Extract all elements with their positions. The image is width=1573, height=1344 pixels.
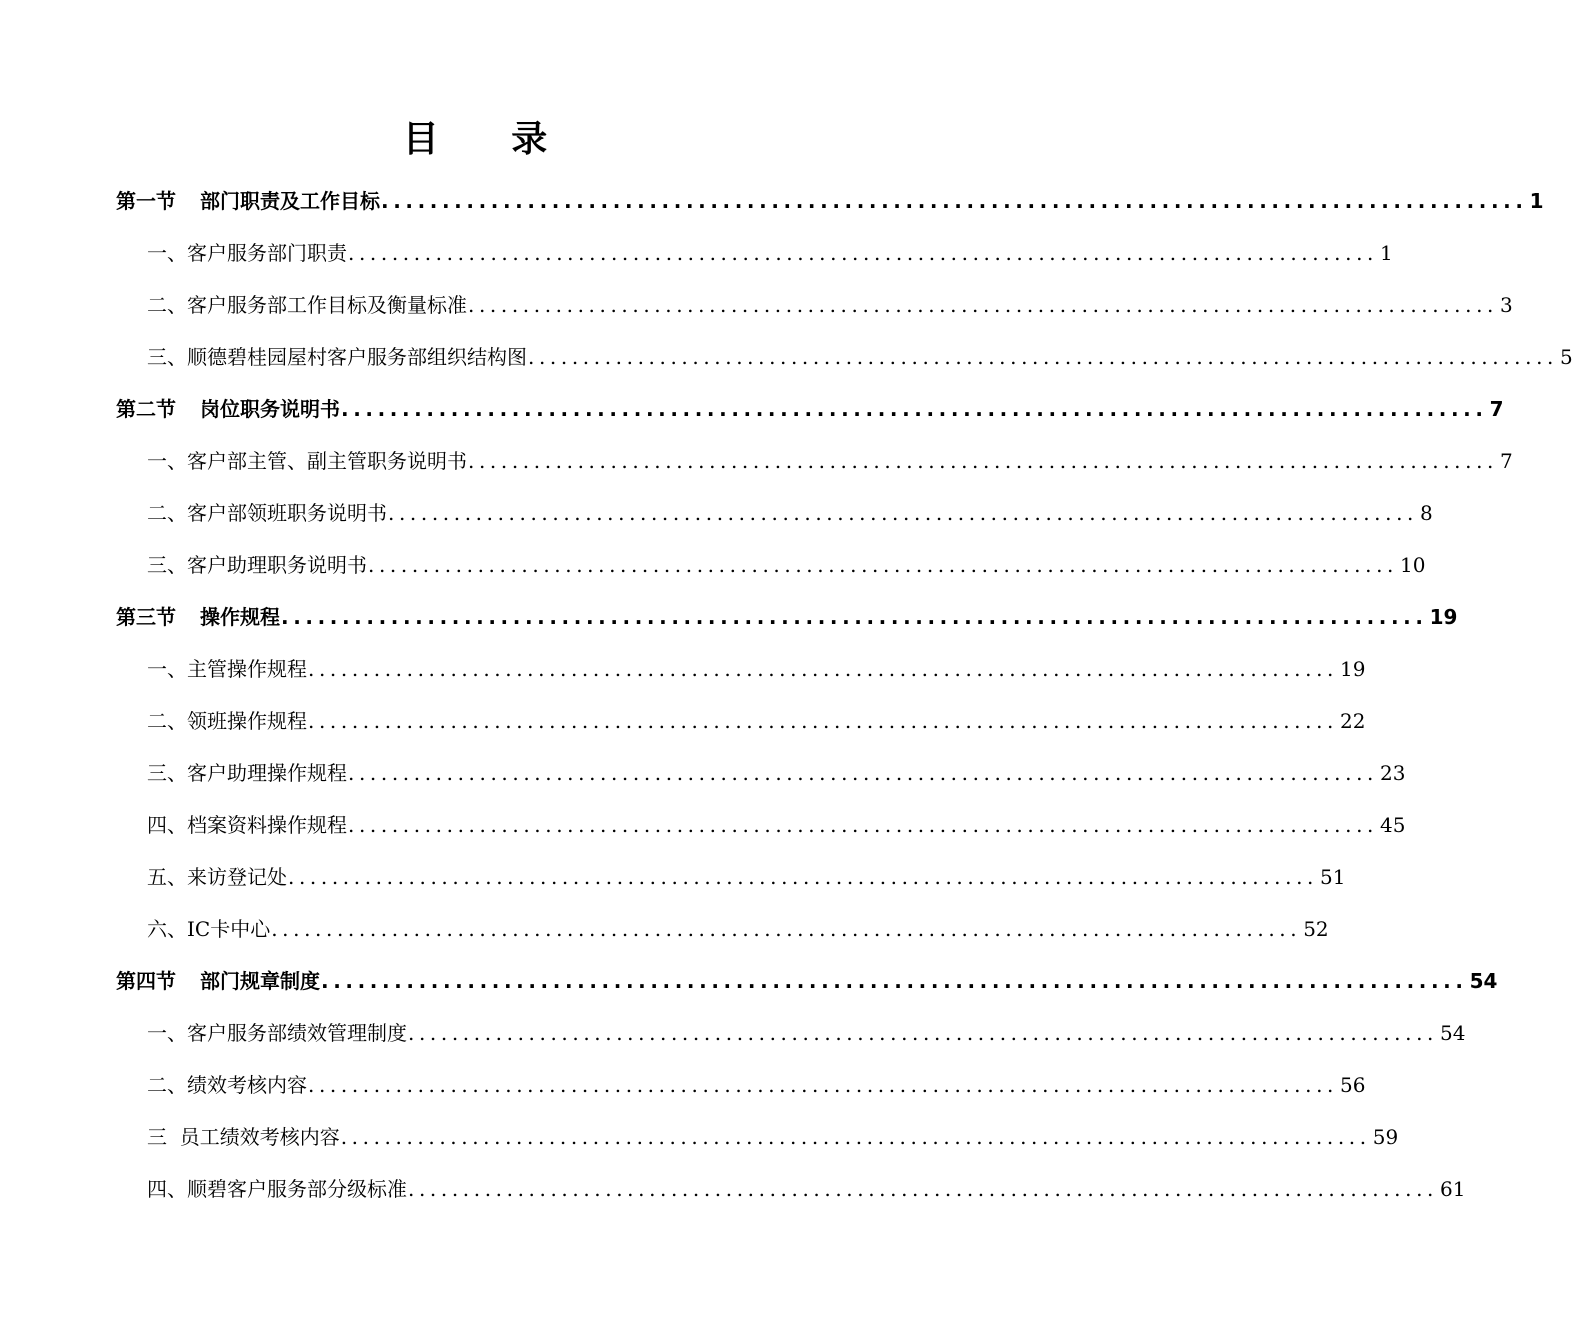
toc-section-number: 第二节 [116,397,176,421]
toc-entry-title [116,175,380,227]
toc-page-number: 56 [1340,1073,1366,1097]
toc-item-label: IC卡中心 [187,917,271,941]
toc-entry-title [147,1007,407,1059]
toc-section-number: 第三节 [116,605,176,629]
toc-section-row[interactable] [0,383,1504,435]
toc-dot-leader: .............................................................................................. [368,553,1398,577]
toc-item-number: 二、 [147,501,187,525]
table-of-contents [0,175,1573,1215]
toc-item-number: 二、 [147,709,187,733]
toc-section-label: 部门职责及工作目标 [200,189,380,213]
toc-item-row[interactable] [0,903,1329,955]
toc-item-label: 客户助理职务说明书 [187,553,367,577]
toc-item-row[interactable] [0,851,1346,903]
toc-item-number: 二、 [147,293,187,317]
toc-item-label: 客户部领班职务说明书 [187,501,387,525]
toc-item-row[interactable] [0,643,1366,695]
toc-dot-leader: .............................................................................................. [308,657,1338,681]
page-title: 目 录 [402,119,578,160]
toc-page-number: 54 [1469,969,1498,993]
toc-section-number: 第四节 [116,969,176,993]
toc-dot-leader: .............................................................................................. [348,241,1378,265]
toc-entry-title [147,747,347,799]
toc-item-row[interactable] [0,747,1406,799]
toc-item-row[interactable] [0,487,1433,539]
toc-page-number: 8 [1420,501,1433,525]
toc-entry-title [147,695,307,747]
toc-page-number: 51 [1320,865,1346,889]
toc-dot-leader: .............................................................................................. [281,605,1428,629]
toc-item-number: 三 [147,1125,180,1149]
toc-entry-title [147,851,287,903]
toc-item-label: 来访登记处 [187,865,287,889]
toc-dot-leader: .............................................................................................. [468,449,1498,473]
toc-dot-leader: .............................................................................................. [408,1021,1438,1045]
toc-dot-leader: .............................................................................................. [348,761,1378,785]
toc-item-row[interactable] [0,695,1366,747]
toc-item-row[interactable] [0,279,1513,331]
toc-section-label: 岗位职务说明书 [200,397,340,421]
toc-item-label: 客户服务部工作目标及衡量标准 [187,293,467,317]
toc-page-number: 22 [1340,709,1366,733]
toc-dot-leader: .............................................................................................. [321,969,1468,993]
toc-item-label: 绩效考核内容 [187,1073,307,1097]
toc-dot-leader: .............................................................................................. [348,813,1378,837]
toc-item-label: 顺碧客户服务部分级标准 [187,1177,407,1201]
toc-item-row[interactable] [0,799,1406,851]
toc-item-number: 一、 [147,1021,187,1045]
toc-entry-title [147,487,387,539]
toc-entry-title [116,955,320,1007]
toc-item-label: 主管操作规程 [187,657,307,681]
toc-dot-leader: .............................................................................................. [271,917,1302,941]
toc-dot-leader: .............................................................................................. [288,865,1318,889]
toc-item-row[interactable] [0,1111,1399,1163]
toc-page-number: 3 [1500,293,1513,317]
toc-page-number: 7 [1500,449,1513,473]
toc-dot-leader: .............................................................................................. [341,397,1488,421]
toc-item-label: 档案资料操作规程 [187,813,347,837]
toc-page-number: 45 [1380,813,1406,837]
toc-item-number: 三、 [147,761,187,785]
toc-entry-title [147,539,367,591]
toc-section-row[interactable] [0,175,1544,227]
toc-item-row[interactable] [0,1163,1466,1215]
toc-page-number: 23 [1380,761,1406,785]
toc-dot-leader: .............................................................................................. [408,1177,1438,1201]
toc-page-number: 5 [1560,345,1573,369]
toc-entry-title [116,383,340,435]
toc-page-number: 1 [1380,241,1393,265]
toc-entry-title [147,1111,340,1163]
toc-item-row[interactable] [0,331,1573,383]
toc-page-number: 59 [1372,1125,1399,1149]
toc-item-label: 客户部主管、副主管职务说明书 [187,449,467,473]
toc-item-number: 二、 [147,1073,187,1097]
toc-entry-title [147,227,347,279]
toc-item-row[interactable] [0,1059,1366,1111]
toc-item-number: 四、 [147,813,187,837]
toc-item-label: 领班操作规程 [187,709,307,733]
toc-dot-leader: .............................................................................................. [468,293,1498,317]
toc-dot-leader: .............................................................................................. [308,1073,1338,1097]
toc-dot-leader: .............................................................................................. [388,501,1418,525]
toc-item-label: 客户助理操作规程 [187,761,347,785]
toc-section-label: 操作规程 [200,605,280,629]
toc-dot-leader: .............................................................................................. [308,709,1338,733]
toc-section-row[interactable] [0,955,1498,1007]
toc-item-number: 五、 [147,865,187,889]
toc-item-label: 员工绩效考核内容 [179,1125,340,1149]
toc-page-number: 52 [1303,917,1329,941]
toc-entry-title [147,903,270,955]
toc-item-row[interactable] [0,1007,1466,1059]
toc-item-number: 三、 [147,345,187,369]
toc-section-label: 部门规章制度 [200,969,320,993]
toc-dot-leader: .............................................................................................. [381,189,1528,213]
toc-item-label: 顺德碧桂园屋村客户服务部组织结构图 [187,345,527,369]
toc-page-number: 1 [1529,189,1544,213]
toc-entry-title [116,591,280,643]
toc-page-number: 19 [1429,605,1458,629]
toc-item-number: 六、 [147,917,187,941]
toc-item-number: 一、 [147,449,187,473]
toc-item-label: 客户服务部绩效管理制度 [187,1021,407,1045]
toc-item-label: 客户服务部门职责 [187,241,347,265]
toc-section-number: 第一节 [116,189,176,213]
toc-page-number: 61 [1440,1177,1466,1201]
toc-item-number: 三、 [147,553,187,577]
toc-section-row[interactable] [0,591,1458,643]
toc-item-row[interactable] [0,539,1426,591]
toc-item-row[interactable] [0,435,1513,487]
toc-page-number: 54 [1440,1021,1466,1045]
toc-entry-title [147,279,467,331]
toc-page-number: 7 [1489,397,1504,421]
toc-entry-title [147,331,527,383]
toc-entry-title [147,1163,407,1215]
toc-page-number: 19 [1340,657,1366,681]
toc-entry-title [147,1059,307,1111]
toc-item-number: 四、 [147,1177,187,1201]
toc-entry-title [147,435,467,487]
toc-dot-leader: .............................................................................................. [340,1125,1371,1149]
toc-item-number: 一、 [147,657,187,681]
toc-page-number: 10 [1400,553,1426,577]
toc-item-row[interactable] [0,227,1393,279]
toc-item-number: 一、 [147,241,187,265]
toc-entry-title [147,643,307,695]
toc-entry-title [147,799,347,851]
toc-dot-leader: .............................................................................................. [528,345,1558,369]
